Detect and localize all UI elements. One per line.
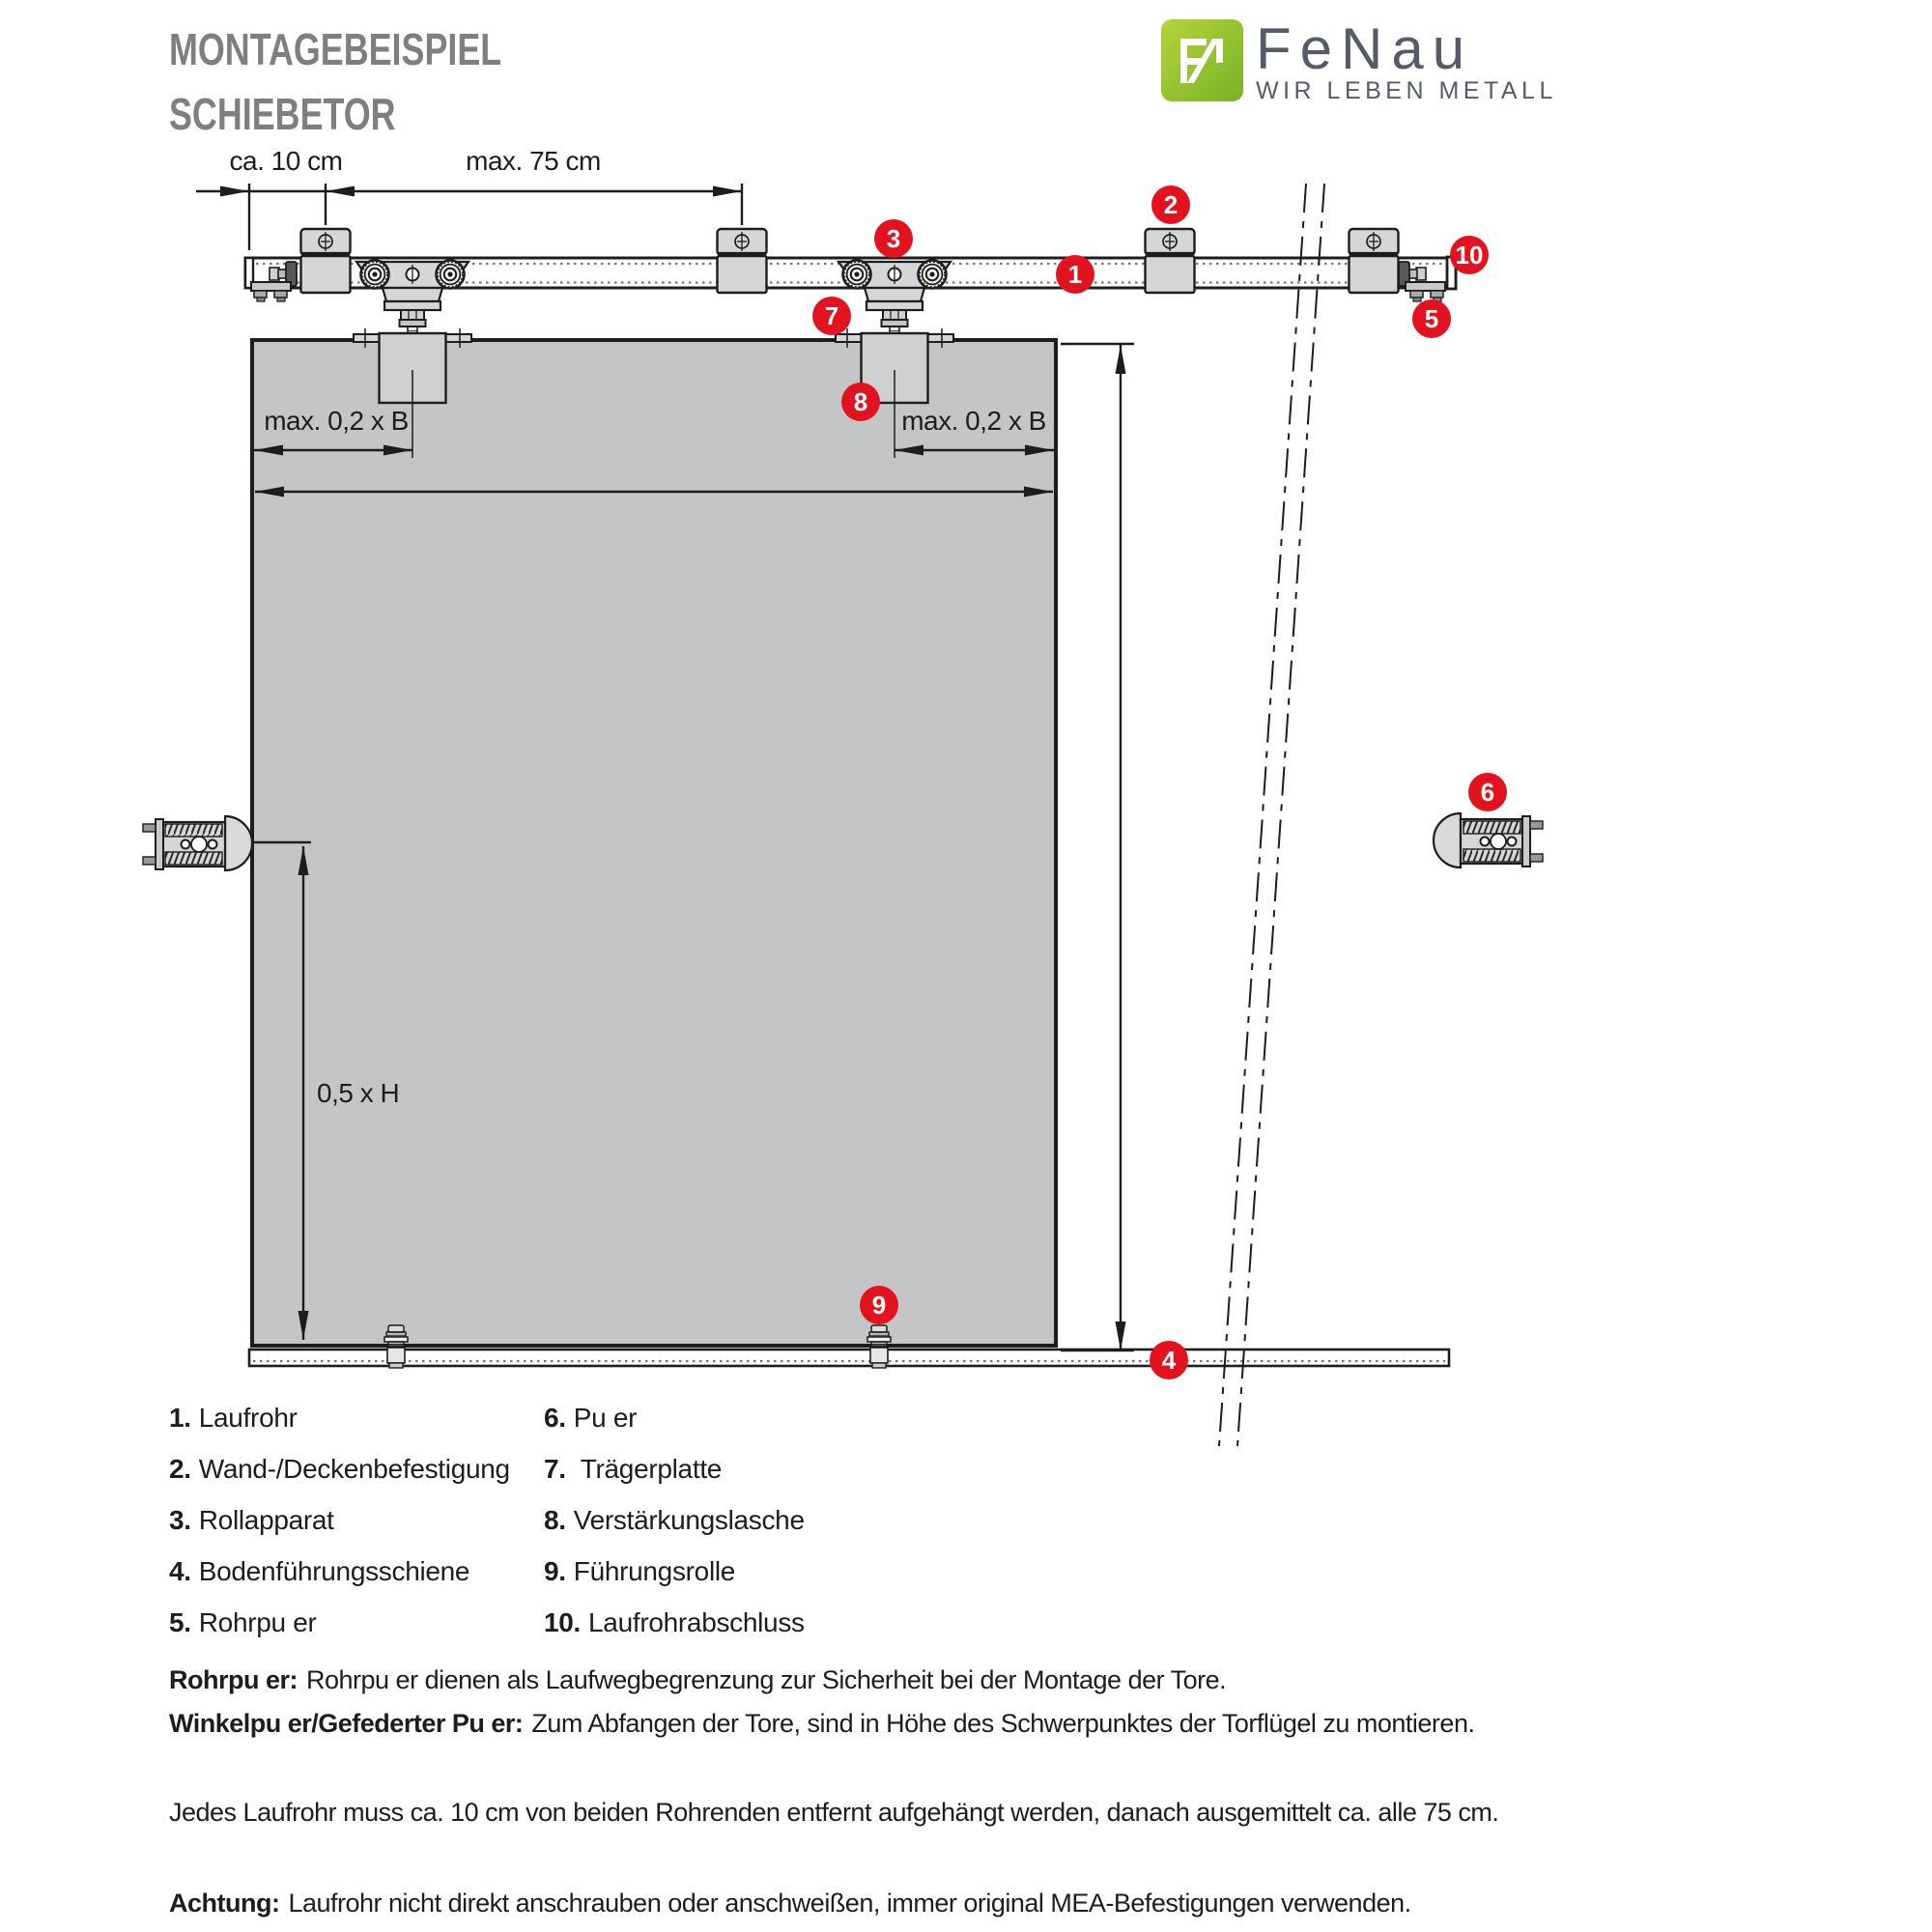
roller-right: [919, 261, 947, 289]
legend-item-9: 9. Führungsrolle: [544, 1556, 736, 1586]
callout-9: 9: [860, 1286, 898, 1324]
bracket-3: [1146, 229, 1195, 293]
note-winkelpuffer: Winkelpu er/Gefederter Pu er: Zum Abfangen der Tore, sind in Höhe des Schwerpunktes der Torflügel zu montieren.: [169, 1709, 1475, 1738]
gefederter-puffer-left: [143, 816, 252, 870]
roller-left: [843, 261, 871, 289]
legend-item-7: 7. Trägerplatte: [544, 1454, 723, 1484]
legend-left-column: [169, 1392, 510, 1648]
page-title-line1: MONTAGEBEISPIEL: [169, 24, 502, 74]
legend-item-10: 10. Laufrohrabschluss: [544, 1607, 805, 1637]
dim-label-75cm: max. 75 cm: [466, 146, 601, 176]
note-rohrpuffer: Rohrpu er: Rohrpu er dienen als Laufwegbegrenzung zur Sicherheit bei der Montage der Tore.: [169, 1665, 1227, 1694]
note-mounting-spacing: Jedes Laufrohr muss ca. 10 cm von beiden Rohrenden entfernt aufgehängt werden, danach ausgemittelt ca. alle 75 cm.: [169, 1798, 1499, 1827]
height-dimension: [1061, 344, 1134, 1350]
bracket-1: [301, 229, 351, 293]
callout-1: 1: [1056, 255, 1094, 294]
legend-item-8: 8. Verstärkungslasche: [544, 1505, 805, 1535]
callout-10: 10: [1450, 236, 1489, 274]
legend-item-1: 1. Laufrohr: [169, 1403, 298, 1433]
roller-right: [437, 261, 465, 289]
callout-8: 8: [841, 383, 880, 421]
brand-name: FeNau: [1256, 16, 1474, 81]
gefederter-puffer-right: [1434, 813, 1543, 867]
dim-label-10cm: ca. 10 cm: [229, 146, 343, 176]
fuehrungsrolle-1: [384, 1325, 408, 1368]
page-title-line2: SCHIEBETOR: [169, 89, 396, 139]
callout-4: 4: [1150, 1341, 1188, 1379]
note-achtung: Achtung: Laufrohr nicht direkt anschrauben oder anschweißen, immer original MEA-Befestigungen verwenden.: [169, 1889, 1411, 1918]
open-gate-centerlines: [1219, 184, 1324, 1446]
legend-right-column: [544, 1392, 805, 1648]
rollapparat-2: [838, 261, 951, 337]
dim-label-02b-left: max. 0,2 x B: [264, 406, 409, 436]
fuehrungsrolle-2: [867, 1325, 891, 1368]
rollapparat-1: [356, 261, 469, 337]
dim-label-half-h: 0,5 x H: [317, 1078, 400, 1108]
legend-item-5: 5. Rohrpu er: [169, 1607, 317, 1637]
callout-6: 6: [1468, 773, 1507, 811]
callout-7: 7: [812, 297, 851, 335]
bracket-4: [1350, 229, 1399, 293]
legend-item-3: 3. Rollapparat: [169, 1505, 334, 1535]
dim-label-02b-right: max. 0,2 x B: [901, 406, 1046, 436]
top-dimension-lines: [196, 184, 742, 250]
brand-tagline: WIR LEBEN METALL: [1256, 77, 1557, 104]
callout-5: 5: [1412, 299, 1451, 338]
legend-item-2: 2. Wand-/Deckenbefestigung: [169, 1454, 510, 1484]
legend-item-4: 4. Bodenführungsschiene: [169, 1556, 470, 1586]
logo-mark-icon: [1161, 19, 1243, 101]
callout-2: 2: [1151, 185, 1190, 224]
callout-3: 3: [874, 219, 913, 258]
legend-item-6: 6. Pu er: [544, 1403, 638, 1433]
roller-left: [361, 261, 389, 289]
logo: [1161, 19, 1243, 101]
floor-guide-rail: [249, 1350, 1449, 1366]
bracket-2: [718, 229, 767, 293]
